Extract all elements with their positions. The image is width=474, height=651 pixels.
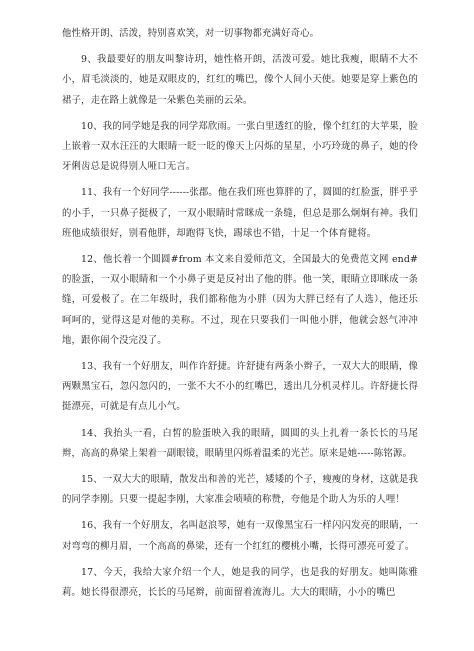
paragraph-9: 9、我最要好的朋友叫黎诗玥，她性格开朗，活泼可爱。她比我瘦，眼睛不大不小，眉毛淡淡的，她是双眼皮的，红红的嘴巴，像个人间小天使。她要是穿上紫色的裙子，走在路上就像是一朵紫色美丽的云朵。 bbox=[62, 54, 418, 106]
document-body bbox=[62, 24, 418, 609]
paragraph-10: 10、我的同学她是我的同学郑欣雨。一张白里透红的脸，像个红红的大苹果，脸上嵌着一双水汪汪的大眼睛一眨一眨的像天上闪烁的星星，小巧玲珑的鼻子，她的伶牙俐齿总是说得别人哑口无言。 bbox=[62, 120, 418, 173]
paragraph-16: 16、我有一个好朋友，名叫赵浪琴，她有一双像黑宝石一样闪闪发亮的眼睛，一对弯弯的柳月眉，一个高高的鼻梁，还有一个红红的樱桃小嘴，长得可漂亮可爱了。 bbox=[62, 520, 418, 552]
paragraph-17: 17、今天，我给大家介绍一个人，她是我的同学，也是我的好朋友。她叫陈雅莉。她长得很漂亮，长长的马尾辫，前面留着流海儿。大大的眼睛，小小的嘴巴 bbox=[62, 566, 418, 599]
paragraph-15: 15、一双大大的眼睛，散发出和善的光芒，矮矮的个子，瘦瘦的身材，这就是我的同学李刚。只要一提起李刚，大家准会啧啧的称赞，夸他是个助人为乐的人哩！ bbox=[62, 474, 418, 506]
paragraph-continuation: 他性格开朗、活泼，特别喜欢笑，对一切事物都充满好奇心。 bbox=[62, 28, 320, 39]
paragraph-11: 11、我有一个好同学------张郡。他在我们班也算胖的了，圆圆的红脸蛋，胖乎乎的小手，一只鼻子挺极了，一双小眼睛时常眯成一条缝，但总是那么炯炯有神。我们班他成绩很好，别看他胖，却跑得飞快，踢球也不错，十足一个体育健将。 bbox=[62, 187, 418, 239]
paragraph-14: 14、我抬头一看，白皙的脸蛋映入我的眼睛，圆圆的头上扎着一条长长的马尾辫，高高的鼻梁上架着一副眼镜，眼睛里闪烁着温柔的光芒。原来是她-----陈铭源。 bbox=[62, 427, 418, 459]
paragraph-13: 13、我有一个好朋友，叫作许舒捷。许舒捷有两条小辫子，一双大大的眼睛，像两颗黑宝石，忽闪忽闪的，一张不大不小的红嘴巴，透出几分机灵样儿。许舒捷长得挺漂亮，可就是有点儿小气。 bbox=[62, 361, 418, 413]
paragraph-12: 12、他长着一个圆圆#from 本文来自爱师范文，全国最大的免费范文网 end#的脸蛋，一双小眼睛和一个小鼻子更是反衬出了他的胖。他一笑，眼睛立即眯成一条缝，可爱极了。在二年级时，我们都称他为小胖（因为大胖已经有了人选），他还乐呵呵的，觉得这是对他的美称。不过，现在只要我们一叫他小胖，他就会怒气冲冲地，跟你闹个没完没了。 bbox=[62, 254, 418, 346]
